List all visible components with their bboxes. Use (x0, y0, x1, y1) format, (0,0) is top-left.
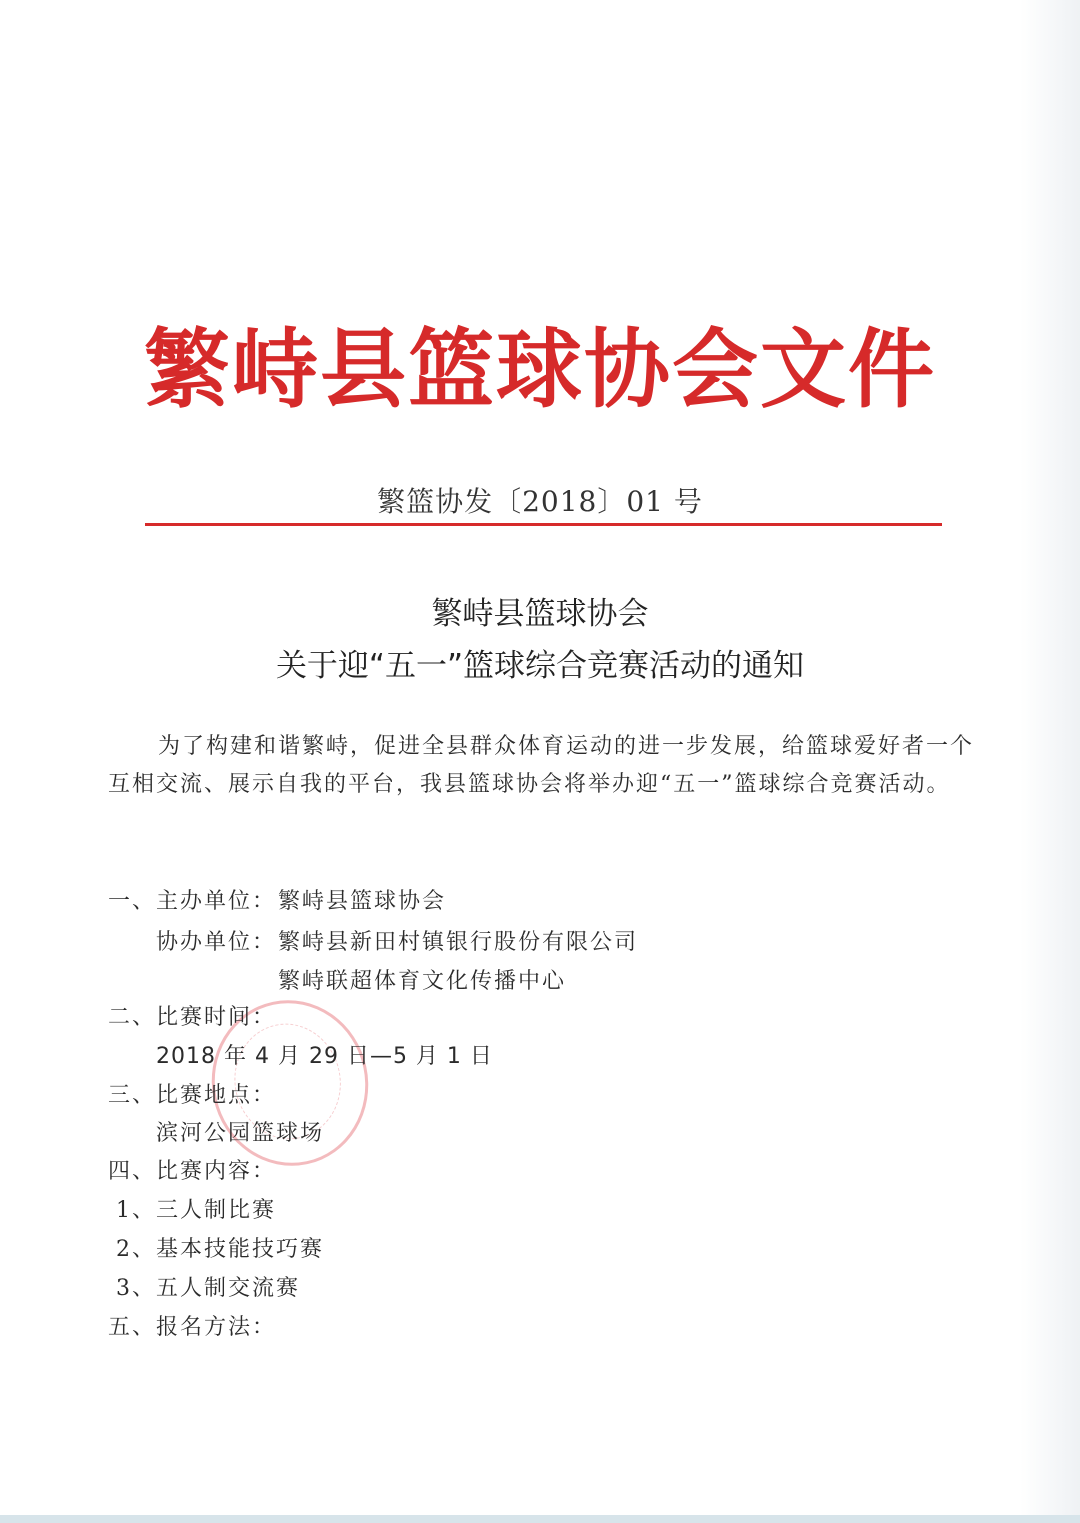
co-organizer-label: 协办单位： (156, 930, 277, 955)
paper-edge-shadow (1020, 0, 1080, 1523)
signup-label: 五、报名方法： (108, 1315, 277, 1340)
content-item: 1、三人制比赛 (116, 1198, 276, 1223)
org-header-title: 繁峙县篮球协会文件 (144, 319, 936, 420)
document-number: 繁篮协发〔2018〕01 号 (377, 485, 703, 518)
notice-title-line-1: 繁峙县篮球协会 (431, 596, 649, 632)
red-divider-line (145, 523, 942, 526)
venue-label: 三、比赛地点： (108, 1083, 277, 1108)
organizer-value: 繁峙县篮球协会 (278, 889, 447, 914)
organizer-label: 一、主办单位： (108, 889, 277, 914)
intro-paragraph: 为了构建和谐繁峙，促进全县群众体育运动的进一步发展，给篮球爱好者一个互相交流、展示自我的平台，我县篮球协会将举办迎“五一”篮球综合竞赛活动。 (108, 734, 975, 797)
notice-title-line-2: 关于迎“五一”篮球综合竞赛活动的通知 (275, 648, 805, 684)
time-value: 2018 年 4 月 29 日—5 月 1 日 (156, 1044, 493, 1069)
content-item: 2、基本技能技巧赛 (116, 1237, 324, 1262)
content-item: 3、五人制交流赛 (116, 1276, 300, 1301)
co-organizer-value-2: 繁峙联超体育文化传播中心 (278, 969, 567, 994)
co-organizer-value-1: 繁峙县新田村镇银行股份有限公司 (278, 930, 639, 955)
content-label: 四、比赛内容： (108, 1159, 277, 1184)
bottom-edge-strip (0, 1515, 1080, 1523)
venue-value: 滨河公园篮球场 (156, 1121, 325, 1146)
time-label: 二、比赛时间： (108, 1005, 277, 1030)
